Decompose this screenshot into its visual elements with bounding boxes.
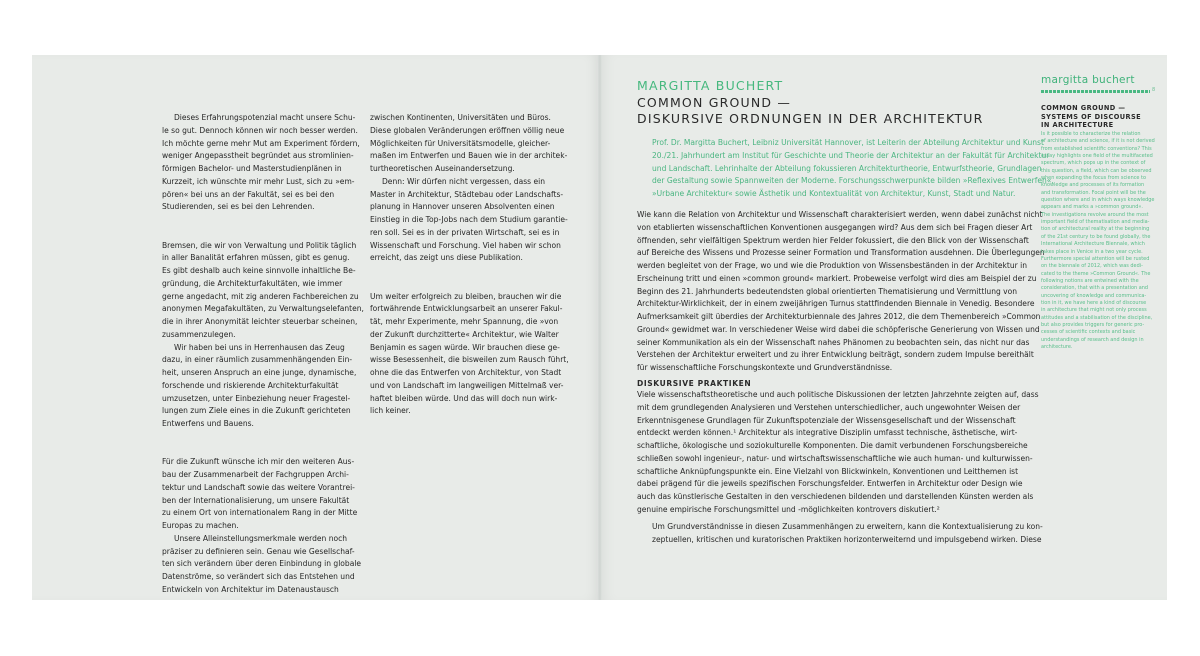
text-line: The investigations revolve around the most xyxy=(1041,211,1149,218)
text-line: fortwährende Entwicklungsarbeit an unserer Fakul- xyxy=(370,304,563,314)
text-line: tät, mehr Experimente, mehr Spannung, die »von xyxy=(370,317,559,326)
text-line: of architecture and science, if it is not derived xyxy=(1041,138,1155,145)
text-line: from established scientific conventions? This xyxy=(1041,145,1152,152)
text-line: Aufmerksamkeit gilt überdies der Architekturbiennale des Jahres 2012, die dem Themenbereich »Common xyxy=(637,312,1041,321)
text-line: anonymen Megafakultäten, zu Verwaltungselefanten, xyxy=(162,304,364,314)
text-line: appears and marks a »common ground«. xyxy=(1041,204,1144,211)
paragraph-gap xyxy=(162,214,362,240)
text-line: der Gestaltung sowie Spannweiten der Moderne. Forschungsschwerpunkte bilden »Reflexives Entwerfen«, xyxy=(652,176,1054,186)
text-line: Kurzzeit, ich wünschte mir mehr Lust, sich zu »em- xyxy=(162,176,355,186)
text-line: but also provides triggers for generic pro- xyxy=(1041,321,1145,328)
text-line: Um Grundverständnisse in diesen Zusammenhängen zu erweitern, kann die Kontextualisierung zu kon- xyxy=(652,522,1043,531)
text-line: in aller Banalität erfahren müssen, gibt es genug. xyxy=(162,253,350,263)
text-line: Dieses Erfahrungspotenzial macht unsere Schu- xyxy=(174,113,356,122)
text-line: von etablierten wissenschaftlichen Konventionen ausgegangen wird? Aus dem sich bei Fragen dieser Art xyxy=(637,222,1033,232)
text-line: Diese globalen Veränderungen eröffnen völlig neue xyxy=(370,125,565,135)
text-line: die in ihrer Anonymität leichter steuerbar scheinen, xyxy=(162,317,358,326)
text-line: dabei prägend für die jeweils spezifischen Forschungsfelder. Entwerfen in Architektur oder Design wie xyxy=(637,479,1023,489)
text-line: gerne angedacht, mit zig anderen Fachbereichen zu xyxy=(162,291,359,301)
section-body xyxy=(637,389,1039,517)
text-line: und von Landschaft im langweiligen Mittelmaß ver- xyxy=(370,380,564,390)
text-line: spectrum, which pops up in the context of xyxy=(1041,160,1146,167)
sidebar-english-title xyxy=(1041,104,1161,130)
text-line: heit, unseren Anspruch an eine junge, dynamische, xyxy=(162,368,357,377)
text-line: auch das künstlerische Gestalten in den verschiedenen bildenden und darstellenden Künsten werden als xyxy=(637,492,1034,501)
text-line: zu einem Ort von internationalem Rang in der Mitte xyxy=(162,508,358,518)
text-line: maßen im Entwerfen und Bauen wie in der architek- xyxy=(370,151,568,161)
text-line: tion in it, we have here a kind of discourse xyxy=(1041,299,1147,306)
text-line: Furthermore special attention will be rusted xyxy=(1041,255,1150,262)
paragraph-gap xyxy=(370,265,570,291)
text-line: ben der Internationalisierung, um unsere Fakultät xyxy=(162,495,350,505)
text-line: important field of thematisation and media- xyxy=(1041,219,1150,226)
text-line: Is it possible to characterize the relation xyxy=(1041,131,1141,137)
article-title-line-2: DISKURSIVE ORDNUNGEN IN DER ARCHITEKTUR xyxy=(637,111,984,126)
text-line: when expanding the focus from science to xyxy=(1041,175,1146,182)
text-line: mit dem grundlegenden Analysieren und Verstehen unterschiedlicher, auch ungewohnter Weisen der xyxy=(637,402,1021,412)
text-line: 20./21. Jahrhundert am Institut für Geschichte und Theorie der Architektur an der Fakultät für Architektur xyxy=(652,150,1050,160)
text-line: understandings of research and design in xyxy=(1041,336,1144,343)
text-line: präziser zu definieren sein. Genau wie Gesellschaf- xyxy=(162,546,355,556)
text-line: architecture. xyxy=(1041,343,1073,350)
text-line: weniger Angepasstheit begründet aus stromlinien- xyxy=(162,151,354,161)
text-line: Für die Zukunft wünsche ich mir den weiteren Aus- xyxy=(162,457,355,467)
text-line: Bremsen, die wir von Verwaltung und Politik täglich xyxy=(162,240,357,250)
paragraph-gap xyxy=(162,431,362,457)
text-line: erreicht, das zeigt uns diese Publikation. xyxy=(370,253,523,263)
text-line: schaftliche, ökologische und soziokulturelle Komponenten. Die damit verbundenen Forschungsbereiche xyxy=(637,441,1028,450)
text-line: tion of architectural reality at the beginning xyxy=(1041,226,1150,233)
text-line: Benjamin es sagen würde. Wir brauchen diese ge- xyxy=(370,342,560,352)
text-line: uncovering of knowledge and communica- xyxy=(1041,292,1147,299)
text-line: in architecture that might not only process xyxy=(1041,307,1147,314)
author-abstract xyxy=(652,137,1054,201)
text-line: seiner Kommunikation als ein der Wissenschaft nahes Phänomen zu beobachten sein, das nicht nur das xyxy=(637,337,1030,347)
paragraph-block xyxy=(370,291,570,419)
left-column-2 xyxy=(370,112,570,418)
text-line: für wissenschaftliche Forschungskontexte und Grundverständnisse. xyxy=(637,363,893,372)
text-line: Unsere Alleinstellungsmerkmale werden noch xyxy=(174,533,348,543)
intro-paragraph xyxy=(637,209,1045,375)
text-line: Master in Architektur, Städtebau oder Landschafts- xyxy=(370,189,564,199)
text-line: tektur und Landschaft sowie das weitere Vorantrei- xyxy=(162,482,355,492)
text-line: following notions are entwined with the xyxy=(1041,277,1139,284)
text-line: Um weiter erfolgreich zu bleiben, brauchen wir die xyxy=(370,291,562,301)
text-line: gründung, die Architekturfakultäten, wie immer xyxy=(162,278,343,288)
text-line: zwischen Kontinenten, Universitäten und Büros. xyxy=(370,113,551,122)
text-line: Viele wissenschaftstheoretische und auch politische Diskussionen der letzten Jahrzehnte zeigten auf, dass xyxy=(637,390,1039,399)
text-line: entdeckt werden können.¹ Architektur als integrative Disziplin umfasst technische, ästhetische, wirt- xyxy=(637,428,1018,438)
page-number: 8 xyxy=(1152,87,1156,93)
text-line: »Urbane Architektur« sowie Ästhetik und Kontextualität von Architektur, Kunst, Stadt und Natur. xyxy=(652,189,1016,198)
paragraph-block xyxy=(162,456,362,596)
text-line: question where and in which ways knowledge xyxy=(1041,197,1155,204)
text-line: International Architecture Biennale, which xyxy=(1041,241,1145,248)
text-line: haftet bleiben würde. Und das will doch nun wirk- xyxy=(370,393,558,403)
text-line: Wie kann die Relation von Architektur und Wissenschaft charakterisiert werden, wenn dabei zunächst nicht xyxy=(637,210,1043,219)
text-line: bau der Zusammenarbeit der Fachgruppen Archi- xyxy=(162,470,349,479)
text-line: COMMON GROUND — xyxy=(1041,104,1126,112)
text-line: Europas zu machen. xyxy=(162,521,239,530)
closing-paragraph xyxy=(652,521,1043,547)
text-line: lungen zum Ziele eines in die Zukunft gerichteten xyxy=(162,406,351,416)
text-line: dazu, in einer räumlich zusammenhängenden Ein- xyxy=(162,355,353,365)
text-line: Erscheinung tritt und einen »common ground« markiert. Probeweise verfolgt wird dies am Beispiel der zu xyxy=(637,273,1037,283)
text-line: ten sich verändern über deren Einbindung in globale xyxy=(162,559,362,569)
text-line: Möglichkeiten für Universitätsmodelle, gleicher- xyxy=(370,138,551,148)
paragraph-block xyxy=(162,240,362,431)
text-line: takes place in Venice in a two year cycle. xyxy=(1041,248,1143,255)
text-line: Ich möchte gerne mehr Mut am Experiment fördern, xyxy=(162,138,360,148)
text-line: Architektur-Wirklichkeit, der in einem zweijährigen Turnus stattfindenden Biennale in Venedig. Besondere xyxy=(637,299,1035,309)
article-author: MARGITTA BUCHERT xyxy=(637,78,784,93)
text-line: and transformation. Focal point will be the xyxy=(1041,189,1146,196)
text-line: attitudes and a stabilisation of the discipline, xyxy=(1041,314,1153,321)
text-line: Entwerfens und Bauens. xyxy=(162,419,254,428)
text-line: pören« bei uns an der Fakultät, sei es bei den xyxy=(162,189,335,199)
text-line: förmigen Bachelor- und Masterstudienplänen in xyxy=(162,164,342,173)
text-line: Studierenden, sei es bei den Lehrenden. xyxy=(162,202,315,212)
text-line: ren soll. Sei es in der privaten Wirtschaft, sei es in xyxy=(370,227,560,237)
text-line: IN ARCHITECTURE xyxy=(1041,121,1114,130)
text-line: schließen sowohl ingenieur-, natur- und wirtschaftswissenschaftliche wie auch human- und kulturwissen- xyxy=(637,453,1033,463)
article-title-line-1: COMMON GROUND — xyxy=(637,95,792,110)
text-line: Ground« gewidmet war. In verschiedener Weise wird dabei die schöpferische Generierung von Wissen und xyxy=(637,324,1040,334)
text-line: planung in Hannover unseren Absolventen einen xyxy=(370,202,555,212)
text-line: cesses of scientific contexts and basic xyxy=(1041,329,1136,336)
text-line: genuine empirische Forschungsmittel und -möglichkeiten kontrovers diskutiert.² xyxy=(637,504,940,514)
text-line: forschende und riskierende Architekturfakultät xyxy=(162,380,339,390)
text-line: auf Bereiche des Wissens und Prozesse seiner Formation und Transformation ausdehnen. Die Überlegungen xyxy=(637,248,1045,258)
text-line: of the 21st century to be found globally, the xyxy=(1041,233,1151,240)
paragraph-block xyxy=(162,112,362,214)
book-gutter xyxy=(598,55,602,600)
sidebar-author-name: margitta buchert xyxy=(1041,74,1135,86)
text-line: Datenströme, so verändert sich das Entstehen und xyxy=(162,572,355,581)
text-line: on the biennale of 2012, which was dedi- xyxy=(1041,263,1143,270)
text-line: zeptuellen, kritischen und kuratorischen Praktiken horizonterweiternd und impulsgebend wirken. Diese xyxy=(652,534,1042,544)
text-line: Verstehen der Architektur erweitert und zu ihrer Entwicklung beiträgt, sondern zudem Impulse bereithält xyxy=(637,350,1034,360)
text-line: essay highlights one field of the multifaceted xyxy=(1041,153,1153,160)
text-line: Prof. Dr. Margitta Buchert, Leibniz Universität Hannover, ist Leiterin der Abteilung Architektur und Kunst xyxy=(652,138,1044,147)
text-line: schaftliche Anknüpfungspunkte ein. Eine Vielzahl von Blickwinkeln, Konventionen und Leitthemen ist xyxy=(637,466,1019,476)
text-line: Wissenschaft und Forschung. Viel haben wir schon xyxy=(370,240,561,250)
text-line: Denn: Wir dürfen nicht vergessen, dass ein xyxy=(382,176,545,186)
text-line: ohne die das Entwerfen von Architektur, von Stadt xyxy=(370,368,562,377)
text-line: der Zukunft durchzitterte« Architektur, wie Walter xyxy=(370,329,559,339)
text-line: cated to the theme »Common Ground«. The xyxy=(1041,270,1151,277)
text-line: umzusetzen, unter Einbeziehung neuer Fragestel- xyxy=(162,393,351,403)
sidebar-dotted-rule xyxy=(1041,90,1150,93)
text-line: Beginn des 21. Jahrhunderts bedeutendsten global orientierten Thematisierung und Vermittlung von xyxy=(637,286,1018,296)
text-line: Entwickeln von Architektur im Datenaustausch xyxy=(162,584,339,594)
text-line: lich keiner. xyxy=(370,406,411,416)
text-line: werden begleitet von der Frage, wo und wie die Produktion von Wissensbeständen in der Architektur in xyxy=(637,261,1027,270)
text-line: consideration, that with a presentation and xyxy=(1041,285,1148,292)
section-heading: DISKURSIVE PRAKTIKEN xyxy=(637,379,752,388)
text-line: wisse Besessenheit, die bisweilen zum Rausch führt, xyxy=(370,355,569,365)
text-line: öffnenden, sehr vielfältigen Spektrum werden hier Felder fokussiert, die den Blick von der Wissenschaft xyxy=(637,235,1029,245)
left-column-1 xyxy=(162,112,362,597)
text-line: this question, a field, which can be observed xyxy=(1041,167,1152,174)
text-line: SYSTEMS OF DISCOURSE xyxy=(1041,112,1142,121)
text-line: Einstieg in die Top-Jobs nach dem Studium garantie- xyxy=(370,215,568,224)
text-line: Es gibt deshalb auch keine sinnvolle inhaltliche Be- xyxy=(162,266,356,275)
text-line: le so gut. Dennoch können wir noch besser werden. xyxy=(162,125,358,135)
text-line: knowledge and processes of its formation xyxy=(1041,182,1145,189)
text-line: Wir haben bei uns in Herrenhausen das Zeug xyxy=(174,342,345,352)
sidebar-english-abstract xyxy=(1041,131,1164,351)
text-line: und Landschaft. Lehrinhalte der Abteilung fokussieren Architekturtheorie, Entwurfstheorie, Grundlagen xyxy=(652,163,1042,173)
text-line: Erkenntnisgenese Grundlagen für Zukunftspotenziale der Wissensgesellschaft und der Wissenschaft xyxy=(637,415,1016,425)
paragraph-block xyxy=(370,112,570,265)
text-line: turtheoretischen Auseinandersetzung. xyxy=(370,164,515,173)
text-line: zusammenzulegen. xyxy=(162,329,236,339)
